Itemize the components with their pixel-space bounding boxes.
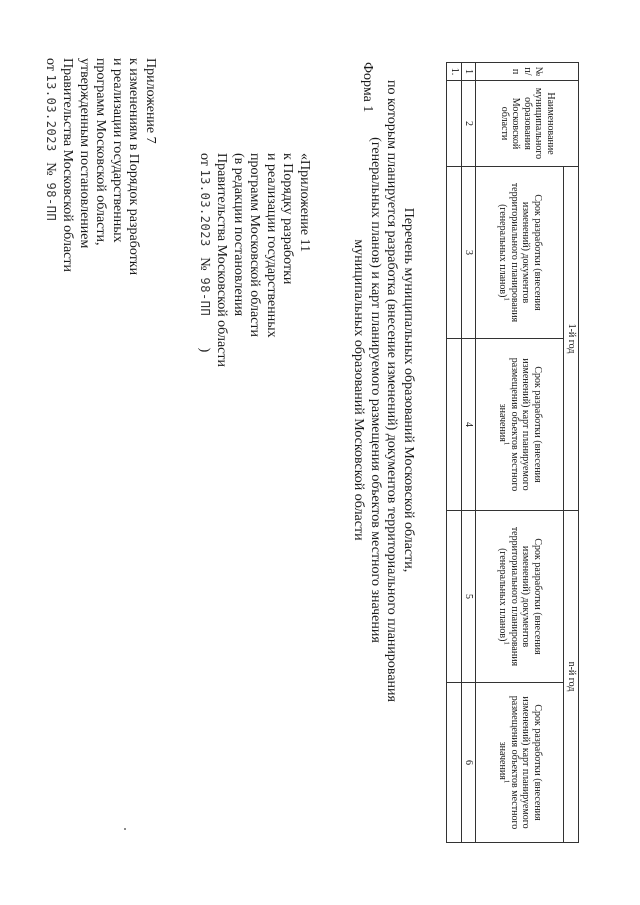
decree-number: 98-ПП [44,182,58,222]
header-municipality: Наименование муниципального образования Московской области [476,81,579,167]
header-num: № п/п [476,63,579,81]
appendix-7-line: утвержденным постановлением [77,58,92,249]
row-cell [447,167,462,339]
footnote-mark: 1 [502,641,511,645]
title-line: по которым планируется разработка (внесение изменений) документов территориального планирования [384,80,400,702]
title-line: Перечень муниципальных образований Московской области, [401,207,416,573]
row-municipality [447,81,462,167]
appendix-11-line: «Приложение 11 [297,153,312,253]
column-number: 6 [462,683,477,843]
column-number: 2 [462,81,477,167]
appendix-7-line: к изменениям в Порядок разработки [126,58,142,276]
appendix-11-line: и реализации государственных [264,153,279,338]
header-col-3: Срок разработки (внесения изменений) документов территориального планирования (генеральных планов)$^1$ [476,167,564,339]
header-year-n: n-й год [564,511,579,843]
appendix-7-line: Приложение 7 [143,58,158,144]
appendix-11-date-line [196,153,214,367]
appendix-11-line: (в редакции постановления [231,153,246,317]
header-year-1: 1-й год [564,167,579,511]
row-cell [447,511,462,683]
title-line: муниципальных образований Московской области [351,239,367,541]
table-subheader-row [476,63,564,843]
row-cell [447,339,462,511]
appendix-11-line: Правительства Московской области [214,153,230,367]
appendix-7-line: программ Московской области, [93,58,109,246]
footnote-mark: 1 [502,441,511,446]
appendix-7-line: Правительства Московской области [60,58,76,272]
row-num: 1. [447,63,462,81]
column-number: 1 [462,63,477,81]
appendix-7-date-line [42,58,60,275]
header-col-5: Срок разработки (внесения изменений) документов территориального планирования (генеральных планов)$^1$ [476,511,564,683]
column-number-row [462,63,477,843]
appendix-11-block [196,153,313,367]
column-number: 5 [462,511,477,683]
footnote-mark: 1 [502,297,511,301]
row-cell [447,683,462,843]
table-header-row [564,63,579,843]
title-line: (генеральных планов) и карт планируемого размещения объектов местного значения [368,137,383,643]
column-number: 4 [462,339,477,511]
footnote-mark: 1 [502,779,511,784]
date-prefix: от [43,58,58,71]
date-value: 13.03.2023 [198,169,212,247]
municipalities-table [447,62,580,843]
appendix-7-block [42,58,159,275]
document-title [350,80,416,700]
closing-parenthesis: ) [197,347,212,353]
decree-number: 98-ПП [198,277,212,317]
table-row [447,63,462,843]
date-prefix: от [197,153,212,166]
header-col-4: Срок разработки (внесения изменений) карт планируемого размещения объектов местного значения$^1$ [476,339,564,511]
number-sign: № [197,257,212,271]
appendix-7-line: и реализации государственных [110,58,125,243]
scan-speck [124,828,126,830]
date-value: 13.03.2023 [44,74,58,152]
number-sign: № [43,162,58,176]
appendix-11-line: к Порядку разработки [280,153,296,285]
form-label: Форма 1 [360,62,375,113]
appendix-11-line: программ Московской области [247,153,263,338]
column-number: 3 [462,167,477,339]
header-col-6: Срок разработки (внесения изменений) карт планируемого размещения объектов местного значения$^1$ [476,683,564,843]
